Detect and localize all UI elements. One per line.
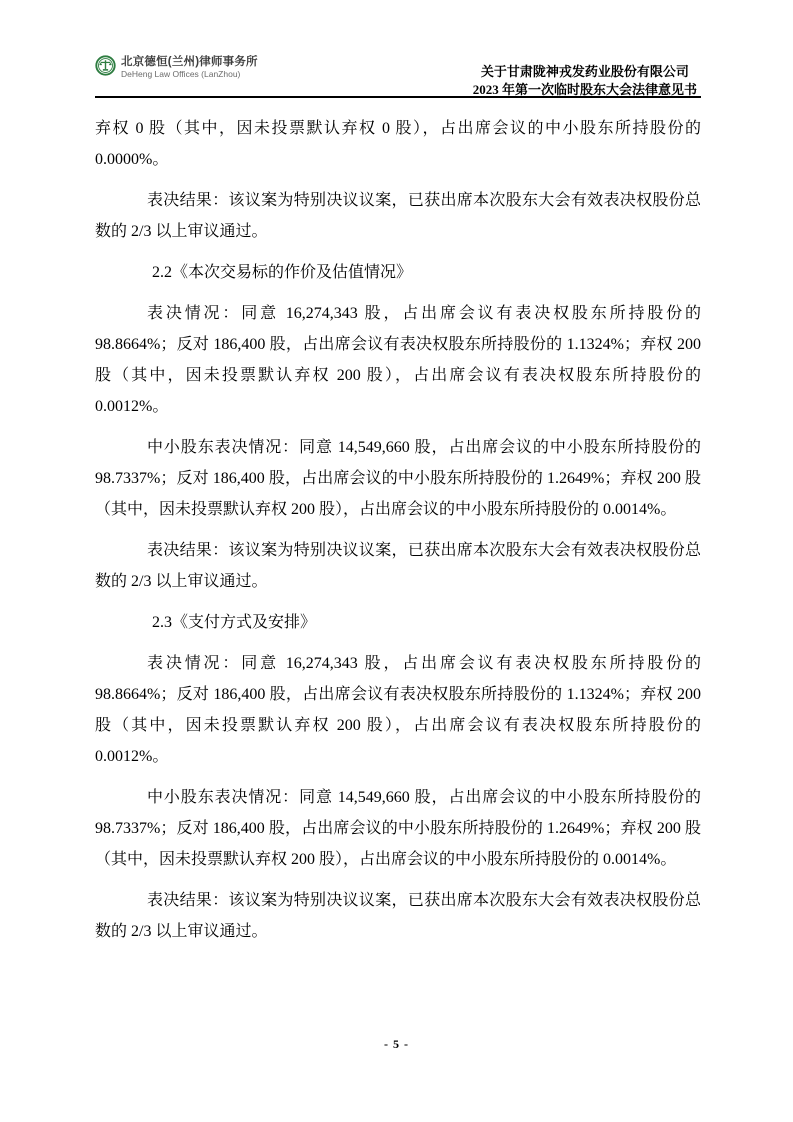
law-firm-brand xyxy=(95,55,258,80)
section-heading-2-2: 2.2《本次交易标的作价及估值情况》 xyxy=(152,264,413,281)
paragraph-minority-votes: 中小股东表决情况：同意 14,549,660 股，占出席会议的中小股东所持股份的 98.7337%；反对 186,400 股，占出席会议的中小股东所持股份的 1.2649%；弃权 200 股（其中，因未投票默认弃权 200 股），占出席会议的中小股东所持股份的 0.0014%。 xyxy=(95,439,701,518)
section-heading-2-3: 2.3《支付方式及安排》 xyxy=(152,614,317,631)
firm-name-zh: 北京德恒(兰州)律师事务所 xyxy=(121,56,258,68)
paragraph-vote-status: 表决情况：同意 16,274,343 股，占出席会议有表决权股东所持股份的 98.8664%；反对 186,400 股，占出席会议有表决权股东所持股份的 1.1324%；弃权 200 股（其中，因未投票默认弃权 200 股），占出席会议有表决权股东所持股份的 0.0012%。 xyxy=(95,305,701,415)
paragraph-minority-votes: 中小股东表决情况：同意 14,549,660 股，占出席会议的中小股东所持股份的 98.7337%；反对 186,400 股，占出席会议的中小股东所持股份的 1.2649%；弃权 200 股（其中，因未投票默认弃权 200 股），占出席会议的中小股东所持股份的 0.0014%。 xyxy=(95,789,701,868)
law-firm-names xyxy=(121,55,258,80)
document-title-line2: 2023 年第一次临时股东大会法律意见书 xyxy=(472,82,697,97)
paragraph-vote-result: 表决结果：该议案为特别决议议案，已获出席本次股东大会有效表决权股份总数的 2/3 以上审议通过。 xyxy=(95,892,701,940)
firm-name-en: DeHeng Law Offices (LanZhou) xyxy=(121,69,241,79)
paragraph-vote-result: 表决结果：该议案为特别决议议案，已获出席本次股东大会有效表决权股份总数的 2/3 以上审议通过。 xyxy=(95,542,701,590)
document-title-line1: 关于甘肃陇神戎发药业股份有限公司 xyxy=(480,64,689,79)
paragraph-continuation: 弃权 0 股（其中，因未投票默认弃权 0 股），占出席会议的中小股东所持股份的 0.0000%。 xyxy=(95,120,701,168)
paragraph-vote-status: 表决情况：同意 16,274,343 股，占出席会议有表决权股东所持股份的 98.8664%；反对 186,400 股，占出席会议有表决权股东所持股份的 1.1324%；弃权 200 股（其中，因未投票默认弃权 200 股），占出席会议有表决权股东所持股份的 0.0012%。 xyxy=(95,655,701,765)
page-number: - 5 - xyxy=(384,1037,409,1051)
page-header xyxy=(95,52,701,98)
paragraph-vote-result: 表决结果：该议案为特别决议议案，已获出席本次股东大会有效表决权股份总数的 2/3 以上审议通过。 xyxy=(95,192,701,240)
scales-of-justice-icon xyxy=(95,55,116,76)
document-body xyxy=(95,113,701,957)
document-title xyxy=(473,63,697,99)
